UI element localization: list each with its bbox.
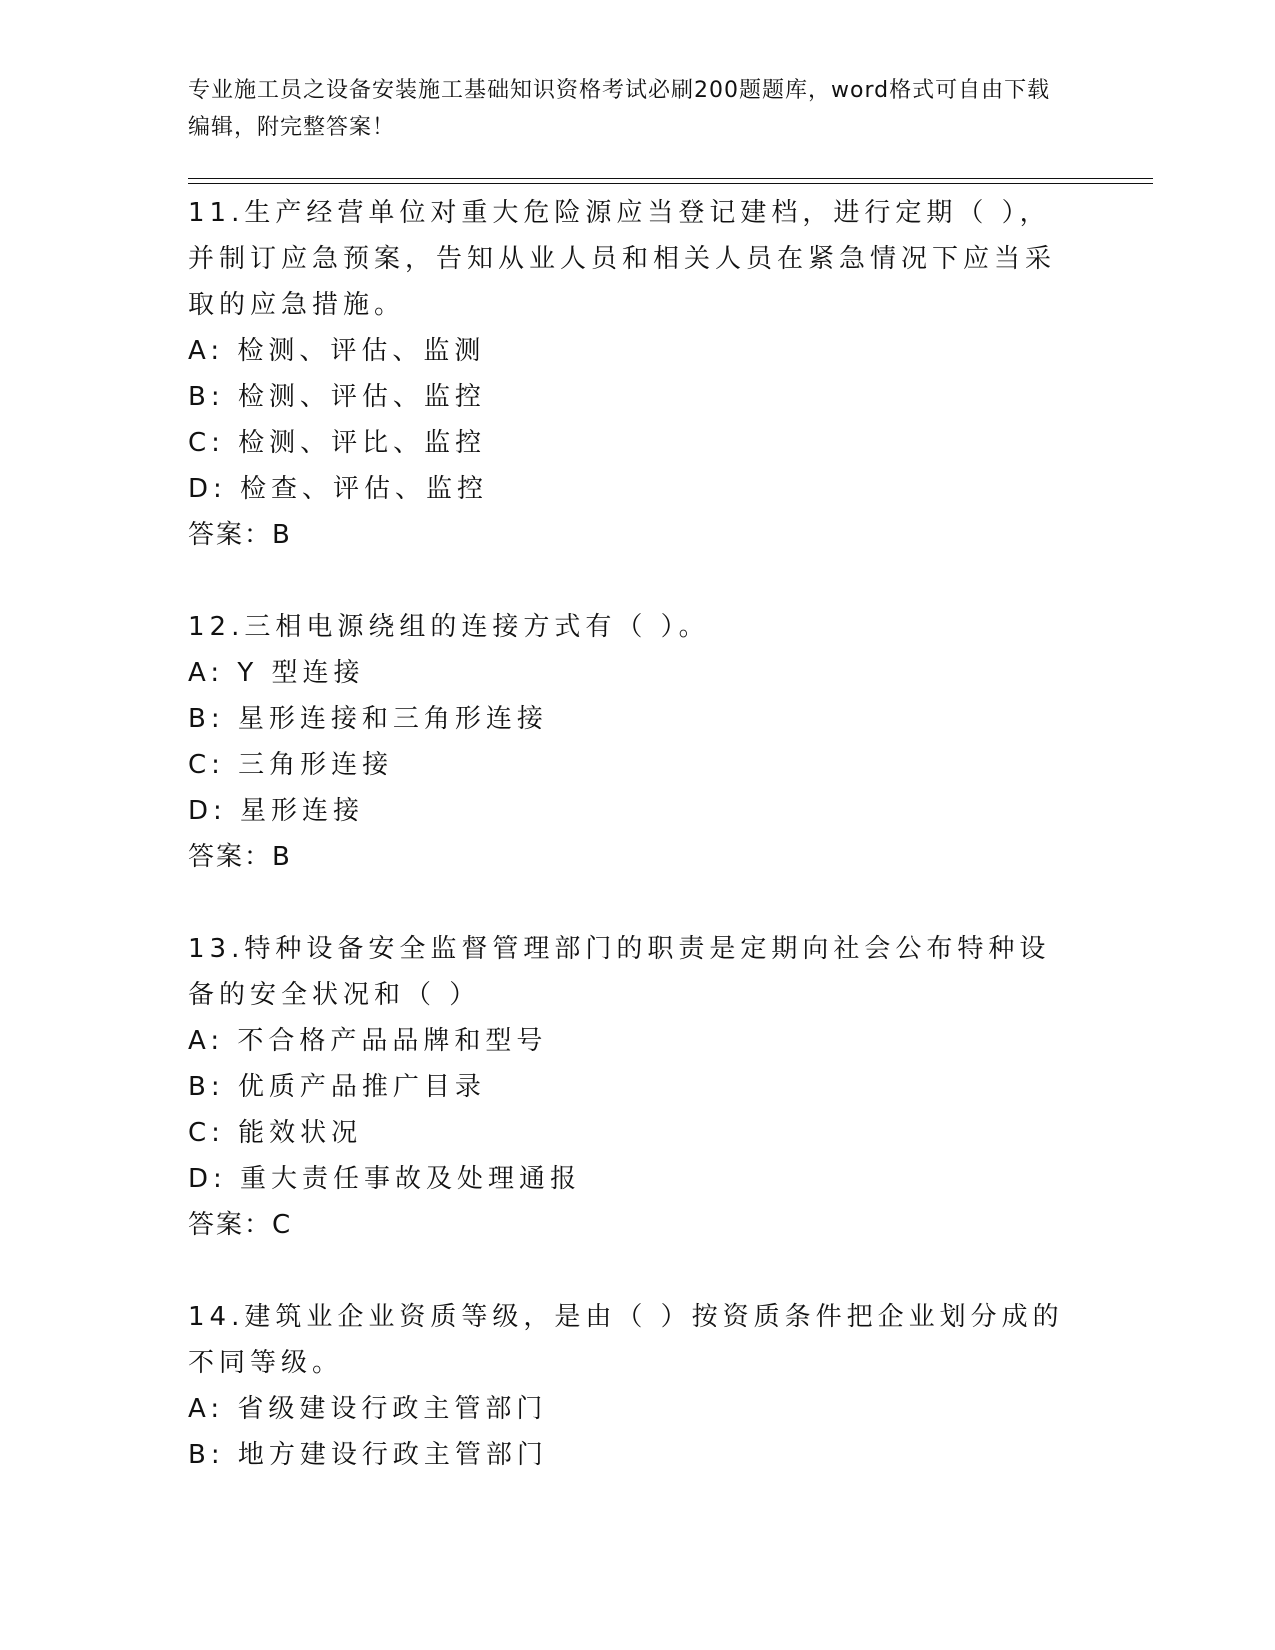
question-text: 12.三相电源绕组的连接方式有（ ）。 bbox=[188, 612, 710, 642]
option-d: D: 星形连接 bbox=[188, 796, 365, 826]
question-13 bbox=[188, 926, 1068, 1248]
option-d: D: 检查、评估、监控 bbox=[188, 474, 489, 504]
header-divider-bottom bbox=[188, 183, 1153, 184]
spacer bbox=[188, 1248, 1068, 1294]
option-c: C: 检测、评比、监控 bbox=[188, 428, 487, 458]
question-list bbox=[188, 190, 1068, 1478]
question-12 bbox=[188, 604, 1068, 880]
question-text: 13.特种设备安全监督管理部门的职责是定期向社会公布特种设备的安全状况和（ ） bbox=[188, 934, 1051, 1010]
option-c: C: 三角形连接 bbox=[188, 750, 394, 780]
option-b: B: 优质产品推广目录 bbox=[188, 1072, 486, 1102]
header-divider-top bbox=[188, 178, 1153, 179]
answer: 答案：C bbox=[188, 1210, 293, 1240]
spacer bbox=[188, 558, 1068, 604]
option-d: D: 重大责任事故及处理通报 bbox=[188, 1164, 582, 1194]
option-c: C: 能效状况 bbox=[188, 1118, 363, 1148]
spacer bbox=[188, 880, 1068, 926]
option-b: B: 地方建设行政主管部门 bbox=[188, 1440, 548, 1470]
document-title: 专业施工员之设备安装施工基础知识资格考试必刷200题题库，word格式可自由下载编辑，附完整答案！ bbox=[188, 78, 1051, 140]
option-a: A: 不合格产品品牌和型号 bbox=[188, 1026, 548, 1056]
option-a: A: 检测、评估、监测 bbox=[188, 336, 486, 366]
option-b: B: 星形连接和三角形连接 bbox=[188, 704, 548, 734]
option-b: B: 检测、评估、监控 bbox=[188, 382, 486, 412]
question-14 bbox=[188, 1294, 1068, 1478]
question-11 bbox=[188, 190, 1068, 558]
question-text: 14.建筑业企业资质等级，是由（ ）按资质条件把企业划分成的不同等级。 bbox=[188, 1302, 1064, 1378]
answer: 答案：B bbox=[188, 520, 292, 550]
question-text: 11.生产经营单位对重大危险源应当登记建档，进行定期（ ），并制订应急预案，告知从业人员和相关人员在紧急情况下应当采取的应急措施。 bbox=[188, 198, 1057, 320]
answer: 答案：B bbox=[188, 842, 292, 872]
option-a: A: 省级建设行政主管部门 bbox=[188, 1394, 548, 1424]
option-a: A: Y 型连接 bbox=[188, 658, 365, 688]
